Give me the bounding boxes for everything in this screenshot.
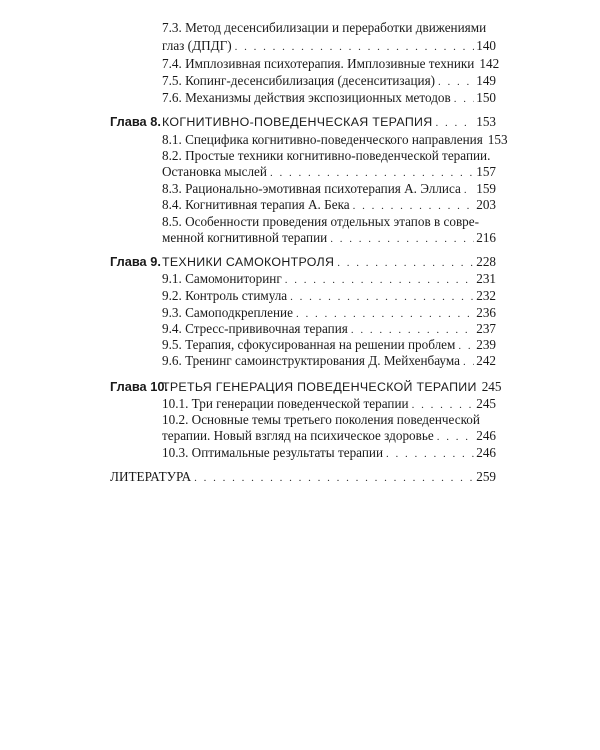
page-number: 245 — [481, 379, 502, 394]
dot-leader — [290, 289, 474, 305]
dot-leader — [454, 91, 474, 107]
chapter-9-heading — [110, 254, 496, 271]
page-number: 259 — [476, 469, 496, 484]
entry-10-2-line1: 10.2. Основные темы третьего поколения поведенческой — [162, 412, 480, 427]
page-number: 236 — [476, 305, 496, 320]
page-number: 228 — [476, 254, 496, 269]
entry-title: 8.1. Специфика когнитивно-поведенческого направления — [162, 132, 483, 147]
page-number: 203 — [476, 197, 496, 212]
chapter-title: ТРЕТЬЯ ГЕНЕРАЦИЯ ПОВЕДЕНЧЕСКОЙ ТЕРАПИИ — [162, 380, 477, 394]
entry-8-4 — [162, 197, 496, 214]
entry-9-2 — [162, 288, 496, 305]
entry-title: 8.3. Рационально-эмотивная психотерапия А. Эллиса — [162, 181, 461, 196]
dot-leader — [438, 74, 474, 90]
dot-leader — [436, 115, 475, 131]
page-number: 232 — [476, 288, 496, 303]
dot-leader — [194, 470, 474, 486]
page-number: 159 — [476, 181, 496, 196]
entry-9-1 — [162, 271, 496, 288]
entry-title: 7.4. Имплозивная психотерапия. Имплозивные техники — [162, 56, 475, 71]
chapter-label: Глава 9. — [110, 254, 161, 269]
dot-leader — [353, 198, 475, 214]
entry-8-5-line2: менной когнитивной терапии — [162, 230, 328, 245]
entry-title: 10.1. Три генерации поведенческой терапии — [162, 396, 409, 411]
page-number: 153 — [487, 132, 508, 147]
entry-7-5 — [162, 73, 496, 90]
dot-leader — [330, 231, 474, 247]
dot-leader — [463, 354, 474, 370]
entry-10-1 — [162, 396, 496, 413]
dot-leader — [437, 429, 474, 445]
entry-9-5 — [162, 337, 496, 354]
page-number: 246 — [476, 445, 496, 460]
entry-7-4 — [162, 56, 500, 73]
dot-leader — [337, 255, 474, 271]
entry-8-5 — [162, 230, 496, 247]
page-number: 153 — [476, 114, 496, 129]
entry-8-5-line1: 8.5. Особенности проведения отдельных этапов в совре- — [162, 214, 480, 229]
chapter-8-heading — [110, 114, 496, 131]
page-number: 245 — [476, 396, 496, 411]
entry-title: ЛИТЕРАТУРА — [110, 469, 192, 484]
entry-title: 8.4. Когнитивная терапия А. Бека — [162, 197, 350, 212]
page-number: 157 — [476, 164, 496, 179]
page-number: 140 — [476, 38, 496, 53]
entry-title: 9.4. Стресс-прививочная терапия — [162, 321, 348, 336]
entry-8-2 — [162, 164, 496, 181]
chapter-title: КОГНИТИВНО-ПОВЕДЕНЧЕСКАЯ ТЕРАПИЯ — [162, 115, 433, 129]
literature-entry — [110, 469, 496, 486]
dot-leader — [285, 272, 474, 288]
entry-10-2-line2: терапии. Новый взгляд на психическое здоровье — [162, 428, 434, 443]
page-number: 237 — [476, 321, 496, 336]
entry-9-3 — [162, 305, 496, 322]
entry-8-2-line2: Остановка мыслей — [162, 164, 267, 179]
entry-title: 9.1. Самомониторинг — [162, 271, 282, 286]
dot-leader — [351, 322, 474, 338]
entry-title: 9.3. Самоподкрепление — [162, 305, 293, 320]
entry-title: 10.3. Оптимальные результаты терапии — [162, 445, 384, 460]
chapter-10-heading — [110, 379, 502, 396]
entry-title: 9.6. Тренинг самоинструктирования Д. Мейхенбаума — [162, 353, 460, 368]
dot-leader — [464, 182, 474, 198]
dot-leader — [458, 338, 474, 354]
entry-8-1 — [162, 132, 508, 149]
entry-8-3 — [162, 181, 496, 198]
entry-8-2-line1: 8.2. Простые техники когнитивно-поведенческой терапии. — [162, 148, 491, 163]
page-number: 149 — [476, 73, 496, 88]
page-number: 142 — [479, 56, 500, 71]
entry-7-3 — [162, 38, 496, 55]
entry-7-6 — [162, 90, 496, 107]
chapter-title: ТЕХНИКИ САМОКОНТРОЛЯ — [162, 255, 335, 269]
entry-9-6 — [162, 353, 496, 370]
dot-leader — [270, 165, 474, 181]
page-number: 239 — [476, 337, 496, 352]
entry-7-3-line1: 7.3. Метод десенсибилизации и переработки движениями — [162, 20, 487, 35]
page-number: 216 — [476, 230, 496, 245]
page-number: 246 — [476, 428, 496, 443]
entry-title: 9.5. Терапия, сфокусированная на решении проблем — [162, 337, 456, 352]
entry-10-2 — [162, 428, 496, 445]
chapter-label: Глава 10. — [110, 379, 169, 394]
page-number: 231 — [476, 271, 496, 286]
dot-leader — [386, 446, 474, 462]
entry-title: 9.2. Контроль стимула — [162, 288, 288, 303]
entry-9-4 — [162, 321, 496, 338]
entry-title: 7.6. Механизмы действия экспозиционных методов — [162, 90, 451, 105]
page-number: 242 — [476, 353, 496, 368]
entry-7-3-line2: глаз (ДПДГ) — [162, 38, 232, 53]
dot-leader — [235, 39, 475, 55]
entry-title: 7.5. Копинг-десенсибилизация (десенситизация) — [162, 73, 436, 88]
entry-10-3 — [162, 445, 496, 462]
dot-leader — [296, 306, 474, 322]
chapter-label: Глава 8. — [110, 114, 161, 129]
page-number: 150 — [476, 90, 496, 105]
dot-leader — [412, 397, 475, 413]
